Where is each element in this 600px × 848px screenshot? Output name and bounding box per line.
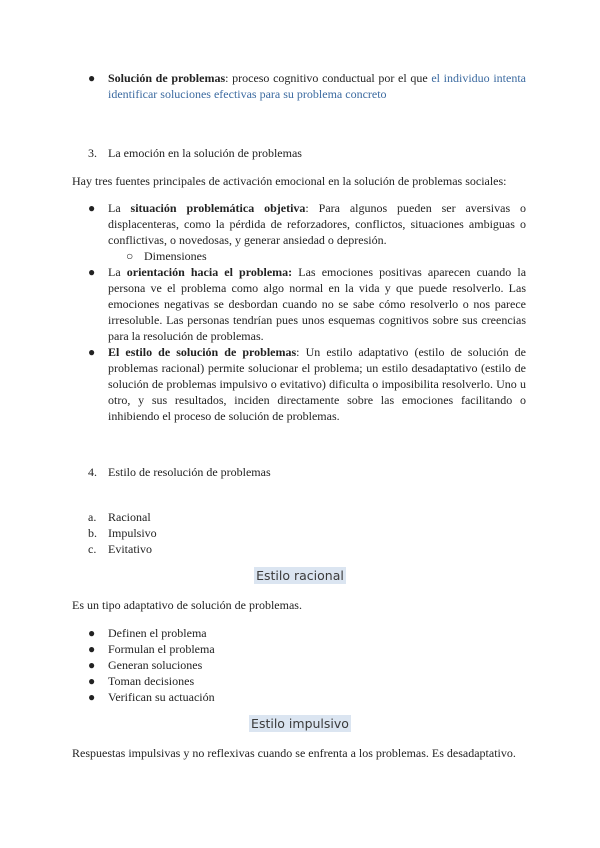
section-number: 4. — [88, 465, 97, 479]
item-term: situación problemática objetiva — [130, 201, 306, 215]
item-marker: b. — [88, 526, 97, 540]
list-item — [0, 344, 526, 424]
bullet-icon: ● — [88, 690, 96, 704]
heading-text: Estilo racional — [256, 568, 344, 583]
styles-list — [0, 509, 600, 557]
bullet-icon: ● — [88, 71, 96, 85]
impulsivo-paragraph — [0, 745, 600, 761]
top-bullet — [0, 70, 600, 102]
bullet-icon: ● — [88, 674, 96, 688]
racional-steps-list — [0, 625, 600, 705]
item-label: Verifican su actuación — [108, 690, 215, 704]
heading-text: Estilo impulsivo — [251, 716, 349, 731]
item-text: : Un estilo adaptativo (estilo de solución de problemas racional) permite solucionar el problema; un estilo desadaptativo (estilo de solución de problemas impulsivo o evitativo) dificulta o imposibilita resolverlo. Uno u otro, y sus resultados, inciden directamente sobre las emociones facilitando o inhibiendo el proceso de solución de problemas. — [108, 345, 526, 423]
racional-paragraph — [0, 597, 600, 613]
item-label: Evitativo — [108, 542, 152, 556]
list-item — [0, 657, 526, 673]
definition-link[interactable]: el individuo intenta identificar soluciones efectivas para su problema concreto — [108, 71, 526, 101]
section-title: La emoción en la solución de problemas — [108, 146, 302, 160]
item-marker: c. — [88, 542, 97, 556]
item-term: orientación hacia el problema: — [126, 265, 293, 279]
list-item — [0, 641, 526, 657]
bullet-icon: ● — [88, 345, 96, 359]
list-item — [0, 689, 526, 705]
list-item — [0, 200, 526, 248]
list-item — [0, 625, 526, 641]
section-3-heading — [0, 145, 600, 161]
paragraph-text: Hay tres fuentes principales de activación emocional en la solución de problemas sociales: — [72, 174, 507, 188]
item-prefix: La — [108, 265, 127, 279]
item-label: Toman decisiones — [108, 674, 195, 688]
bullet-icon: ● — [88, 265, 96, 279]
bullet-icon: ● — [88, 658, 96, 672]
heading-estilo-racional — [0, 567, 600, 584]
bullet-term: Solución de problemas — [108, 71, 226, 85]
item-label: Formulan el problema — [108, 642, 215, 656]
paragraph-text: Respuestas impulsivas y no reflexivas cuando se enfrenta a los problemas. Es desadaptativo. — [72, 746, 516, 760]
item-label: Generan soluciones — [108, 658, 203, 672]
item-text: : Para algunos pueden ser aversivas o displacenteras, como la pérdida de reforzadores, conflictos, situaciones ambiguas o conflictivas, o novedosas, y generar ansiedad o depresión. — [108, 201, 527, 247]
sources-list — [0, 200, 600, 424]
item-marker: a. — [88, 510, 97, 524]
intro-paragraph — [0, 173, 600, 189]
heading-estilo-impulsivo — [0, 715, 600, 732]
item-text: Las emociones positivas aparecen cuando la persona ve el problema como algo normal en la vida y que puede resolverlo. Las emociones negativas se desbordan cuando no se sabe cómo resolverlo o nos parece irresoluble. Las personas tendrían pues unos esquemas cognitivos sobre sus creencias para la resolución de problemas. — [108, 265, 527, 343]
item-term: El estilo de solución de problemas — [108, 345, 297, 359]
circle-bullet-icon: ○ — [126, 249, 134, 263]
item-label: Racional — [108, 510, 151, 524]
list-item — [0, 525, 600, 541]
sub-list-item — [0, 248, 600, 264]
item-label: Impulsivo — [108, 526, 157, 540]
sub-item-label: Dimensiones — [144, 249, 207, 263]
section-number: 3. — [88, 146, 97, 160]
paragraph-text: Es un tipo adaptativo de solución de problemas. — [72, 598, 302, 612]
item-prefix: La — [108, 201, 131, 215]
list-item — [0, 541, 600, 557]
list-item — [0, 264, 526, 344]
list-item — [0, 70, 526, 102]
bullet-icon: ● — [88, 626, 96, 640]
item-label: Definen el problema — [108, 626, 207, 640]
bullet-icon: ● — [88, 201, 96, 215]
section-4-heading — [0, 464, 600, 480]
bullet-icon: ● — [88, 642, 96, 656]
list-item — [0, 509, 600, 525]
list-item — [0, 673, 526, 689]
section-title: Estilo de resolución de problemas — [108, 465, 271, 479]
bullet-text: : proceso cognitivo conductual por el que — [225, 71, 432, 85]
